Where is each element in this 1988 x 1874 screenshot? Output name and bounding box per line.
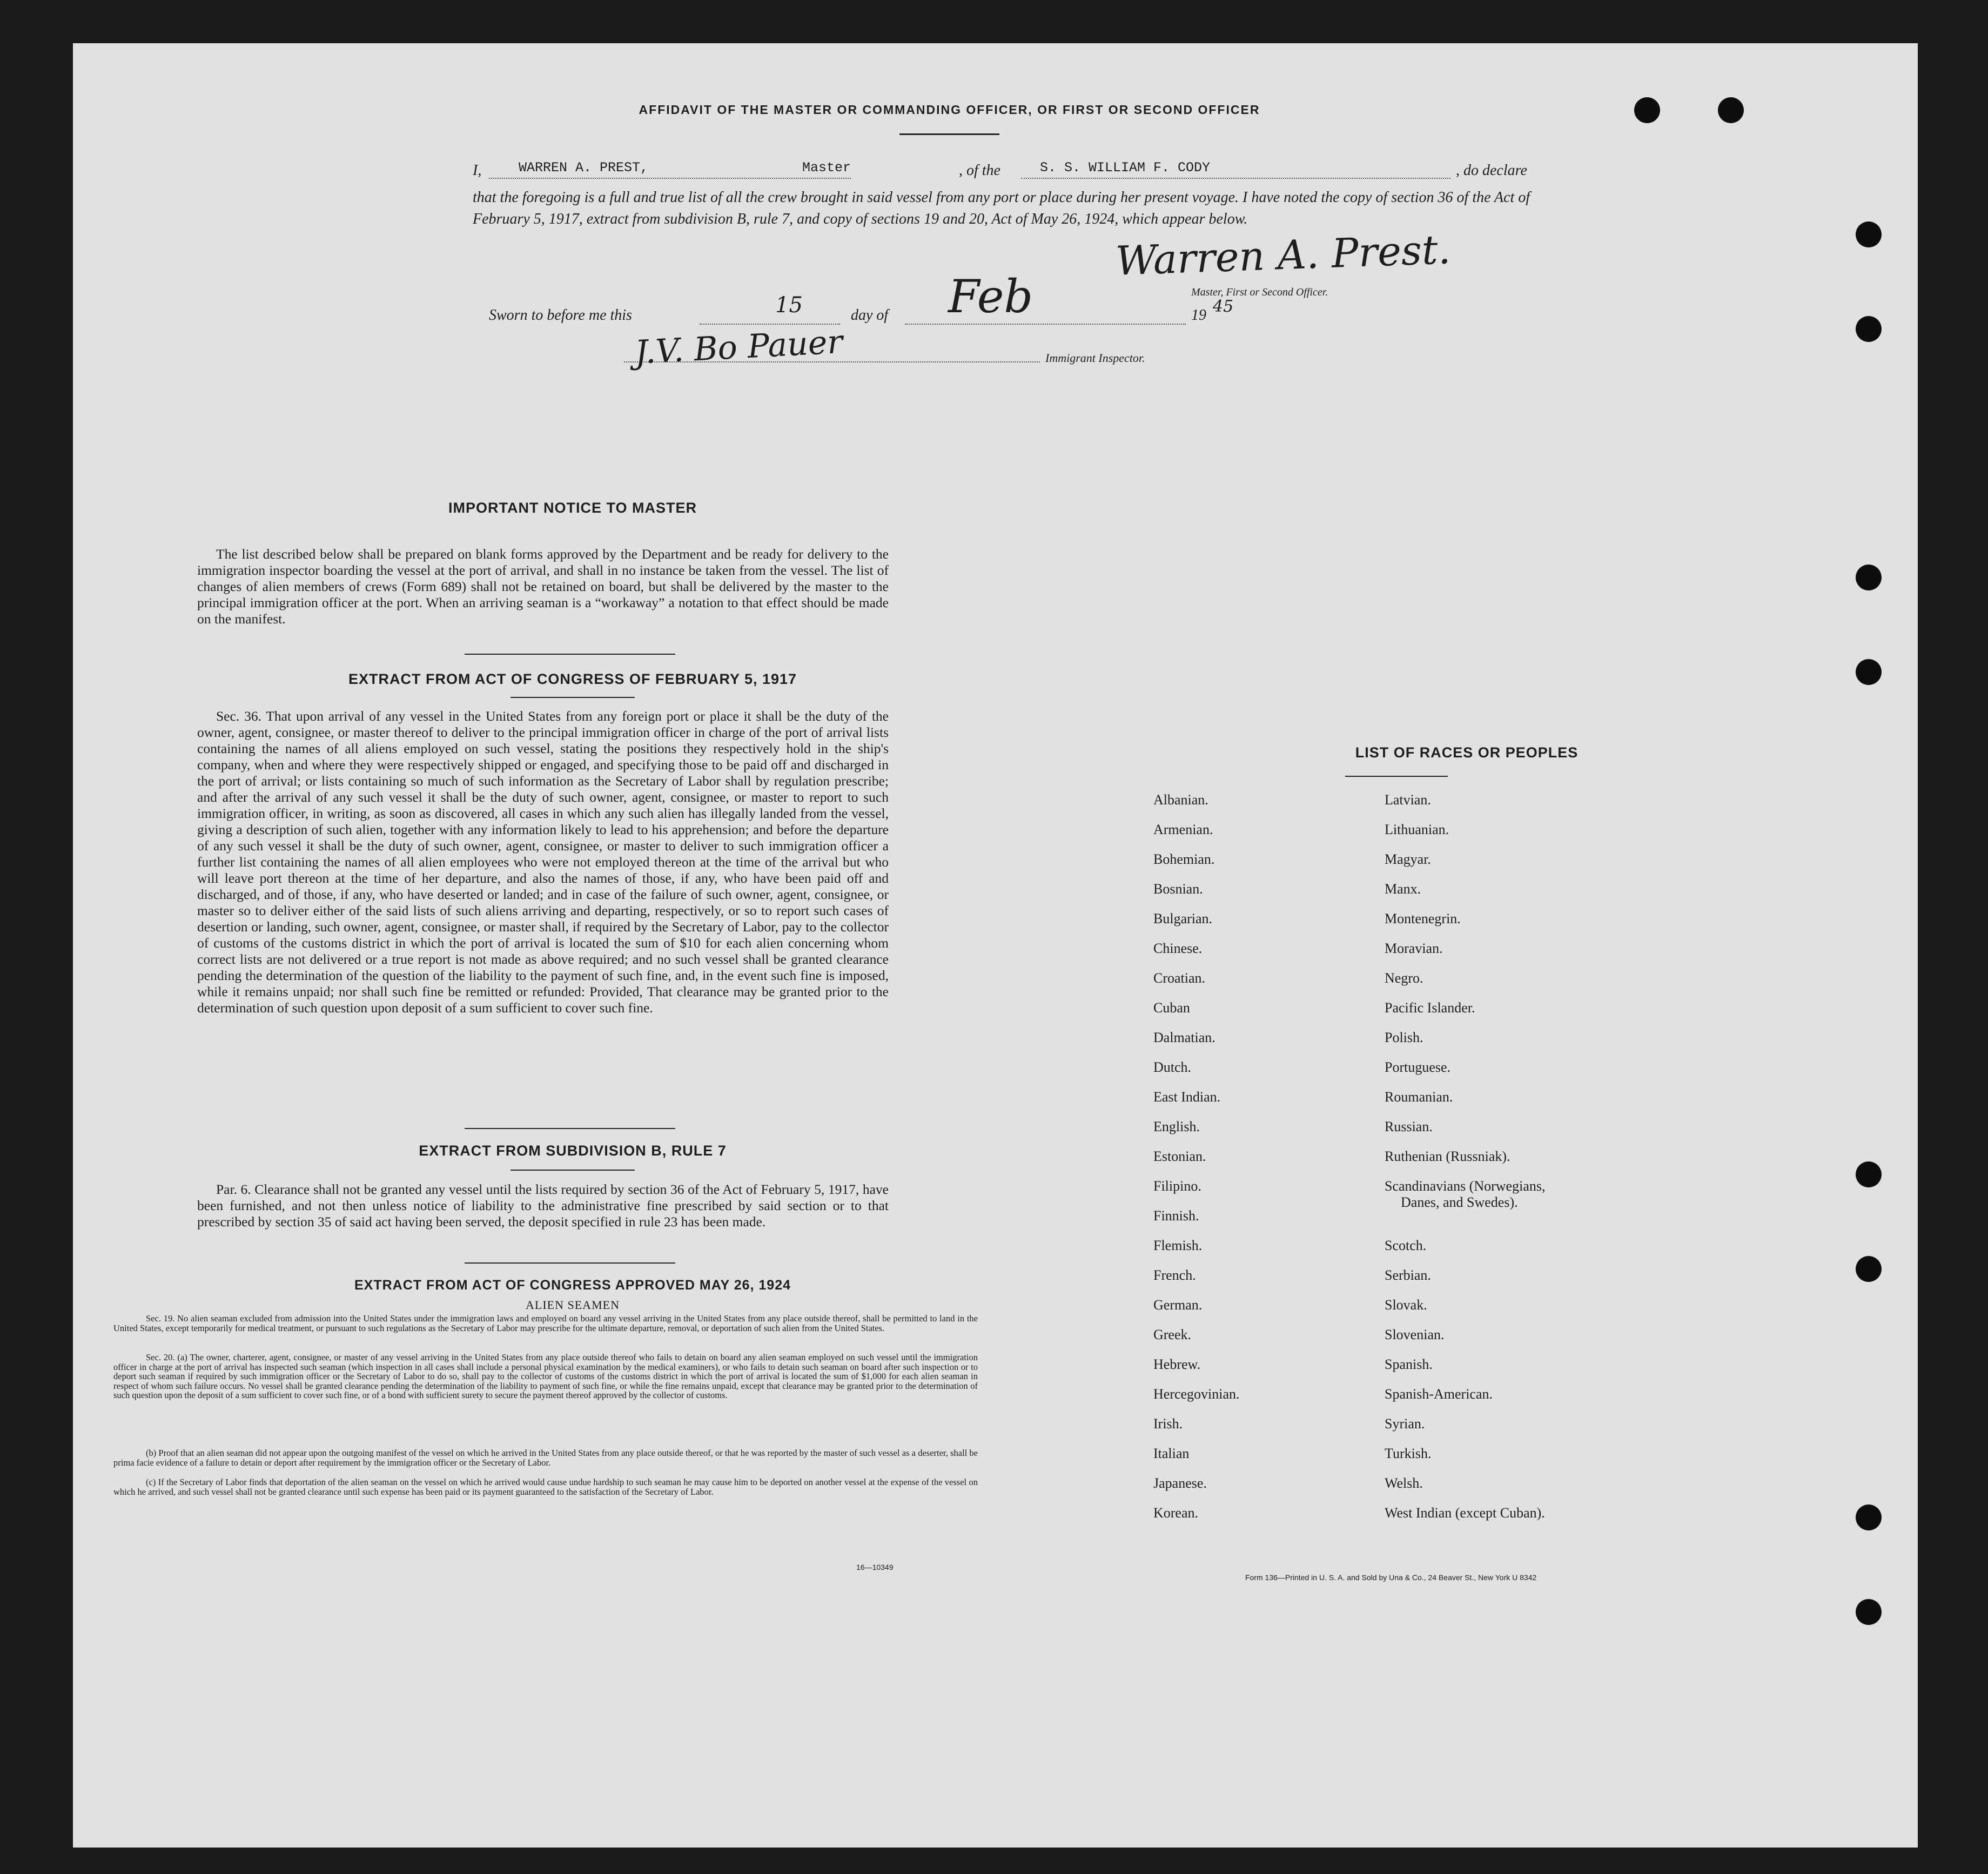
race-item: Slovak.	[1385, 1297, 1427, 1313]
punch-hole	[1856, 316, 1882, 342]
race-item: Irish.	[1153, 1416, 1183, 1432]
header-rule	[899, 133, 999, 135]
race-item: Filipino.	[1153, 1178, 1201, 1194]
race-item: Russian.	[1385, 1119, 1433, 1134]
act-1924-sec20c: (c) If the Secretary of Labor finds that deportation of the alien seaman on the vessel on which he arrived would cause undue hardship to such seaman he may cause him to be deported on another vessel at the expense of the vessel on which he arrived, and such vessel shall not be granted clearance until such expense has been paid or its payment guaranteed to the satisfaction of the Secretary of Labor.	[113, 1477, 978, 1497]
punch-hole	[1856, 221, 1882, 247]
race-item: Danes, and Swedes).	[1401, 1194, 1518, 1210]
race-item: Latvian.	[1385, 792, 1431, 808]
punch-hole	[1856, 1161, 1882, 1187]
divider	[511, 697, 635, 698]
race-item: Ruthenian (Russniak).	[1385, 1148, 1510, 1164]
race-item: Armenian.	[1153, 822, 1213, 837]
race-item: Bosnian.	[1153, 881, 1203, 897]
race-item: Pacific Islander.	[1385, 1000, 1475, 1016]
act-1924-sec20a: Sec. 20. (a) The owner, charterer, agent, consignee, or master of any vessel arriving in the United States from any place outside thereof who fails to detain on board any alien seaman employed on such vessel until the immigration officer in charge at the port of arrival has inspected such seaman (which inspection in all cases shall include a personal physical examination by the medical examiners), or who fails to detain such seaman on board after such inspection or to deport such seaman if required by such immigration officer or the Secretary of Labor to do so, shall pay to the collector of customs of the customs district in which the port of arrival is located the sum of $1,000 for each alien seaman in respect of whom such failure occurs. No vessel shall be granted clearance pending the determination of the liability to payment of such fine, or while the fine remains unpaid, except that clearance may be granted prior to the determination of such question upon the deposit of a sum sufficient to cover such fine, or of a bond with sufficient surety to secure the payment thereof approved by the collector of customs.	[113, 1352, 978, 1400]
race-item: Cuban	[1153, 1000, 1190, 1016]
race-item: Negro.	[1385, 970, 1423, 986]
day-of-label: day of	[851, 307, 889, 324]
punch-hole	[1856, 1504, 1882, 1530]
race-item: Moravian.	[1385, 941, 1443, 956]
race-item: Roumanian.	[1385, 1089, 1453, 1105]
divider	[465, 1262, 675, 1264]
race-item: Hebrew.	[1153, 1356, 1201, 1372]
divider	[511, 1170, 635, 1171]
race-item: English.	[1153, 1119, 1200, 1134]
divider	[1345, 776, 1448, 777]
of-the-label: , of the	[959, 162, 1000, 179]
notice-text: The list described below shall be prepared on blank forms approved by the Department and be ready for delivery to the immigration inspector boarding the vessel at the port of arrival, and shall in no instance be taken from the vessel. The list of changes of alien members of crews (Form 689) shall not be retained on board, but shall be delivered by the master to the principal immigration officer at the port. When an arriving seaman is a “workaway” a notation to that effect should be made on the manifest.	[197, 546, 889, 627]
race-item: Slovenian.	[1385, 1327, 1445, 1342]
declaration-pronoun: I,	[473, 162, 482, 179]
race-item: Bulgarian.	[1153, 911, 1213, 926]
act-1924-sec20b: (b) Proof that an alien seaman did not appear upon the outgoing manifest of the vessel on which he arrived in the United States from any place outside thereof, or that he was reported by the master of such vessel as a deserter, shall be prima facie evidence of a failure to detain or deport after requirement by the immigration officer or the Secretary of Labor.	[113, 1448, 978, 1468]
race-item: Dalmatian.	[1153, 1030, 1215, 1045]
sworn-day: 15	[775, 293, 803, 318]
race-item: Japanese.	[1153, 1475, 1207, 1491]
race-item: Montenegrin.	[1385, 911, 1461, 926]
vessel-name: S. S. WILLIAM F. CODY	[1040, 160, 1211, 176]
master-signature: Warren A. Prest.	[1114, 226, 1452, 285]
race-item: Flemish.	[1153, 1238, 1203, 1253]
race-item: Estonian.	[1153, 1148, 1206, 1164]
race-item: Spanish.	[1385, 1356, 1433, 1372]
master-name: WARREN A. PREST,	[519, 160, 649, 176]
punch-hole	[1856, 1256, 1882, 1282]
race-item: Greek.	[1153, 1327, 1192, 1342]
vessel-field-line	[1021, 177, 1450, 179]
race-item: Italian	[1153, 1446, 1190, 1461]
race-item: East Indian.	[1153, 1089, 1221, 1105]
affidavit-header: AFFIDAVIT OF THE MASTER OR COMMANDING OFFICER, OR FIRST OR SECOND OFFICER	[639, 103, 1260, 117]
act-1917-text: Sec. 36. That upon arrival of any vessel in the United States from any foreign port or place it shall be the duty of the owner, agent, consignee, or master thereof to deliver to the principal immigration officer in charge of the port of arrival lists containing the names of all aliens employed on such vessel, stating the positions they respectively hold in the ship's company, when and where they were respectively shipped or engaged, and specifying those to be paid off and discharged in the port of arrival; or lists containing so much of such information as the Secretary of Labor shall by regulation prescribe; and after the arrival of any such vessel it shall be the duty of such owner, agent, consignee, or master to report to such immigration officer, in writing, as soon as discovered, all cases in which any such alien has illegally landed from the vessel, giving a description of such alien, together with any information likely to lead to his apprehension; and before the departure of any such vessel it shall be the duty of such owner, agent, consignee, or master to deliver to such immigration officer a further list containing the names of all alien employees who were not employed thereon at the time of the arrival but who will leave port thereon at the time of her departure, and also the names of those, if any, who have been paid off and discharged, and of those, if any, who have deserted or landed; and in case of the failure of such owner, agent, consignee, or master so to deliver either of the said lists of such aliens arriving and departing, respectively, or so to report such cases of desertion or landing, such owner, agent, consignee, or master shall, if required by the Secretary of Labor, pay to the collector of customs of the customs district in which the port of arrival is located the sum of $10 for each alien concerning whom correct lists are not delivered or a true report is not made as above required; and no such vessel shall be granted clearance pending the determination of the question of the liability to the payment of such fine, and, in the event such fine is imposed, while it remains unpaid; nor shall such fine be remitted or refunded: Provided, That clearance may be granted prior to the determination of such question upon deposit of a sum sufficient to cover such fine.	[197, 708, 889, 1016]
race-item: Polish.	[1385, 1030, 1423, 1045]
race-item: Magyar.	[1385, 851, 1431, 867]
race-item: German.	[1153, 1297, 1203, 1313]
race-item: Welsh.	[1385, 1475, 1423, 1491]
inspector-label: Immigrant Inspector.	[1045, 351, 1145, 365]
punch-hole	[1856, 565, 1882, 590]
form-code: 16—10349	[856, 1563, 894, 1571]
act-1924-sec19: Sec. 19. No alien seaman excluded from admission into the United States under the immigration laws and employed on board any vessel arriving in the United States from any place outside thereof, shall be permitted to land in the United States, except temporarily for medical treatment, or pursuant to such regulations as the Secretary of Labor may prescribe for the ultimate departure, removal, or deportation of such alien from the United States.	[113, 1313, 978, 1333]
name-field-line	[489, 177, 851, 179]
sworn-month: Feb	[948, 270, 1033, 323]
race-item: Serbian.	[1385, 1267, 1431, 1283]
race-item: Albanian.	[1153, 792, 1208, 808]
declaration-text: that the foregoing is a full and true list of all the crew brought in said vessel from any port or place during her present voyage. I have noted the copy of section 36 of the Act of February 5, 1917, extract from subdivision B, rule 7, and copy of sections 19 and 20, Act of May 26, 1924, which appear below.	[473, 189, 1530, 227]
race-item: Portuguese.	[1385, 1059, 1451, 1075]
race-item: Korean.	[1153, 1505, 1199, 1521]
year-prefix: 19	[1191, 307, 1206, 324]
act-1924-title: EXTRACT FROM ACT OF CONGRESS APPROVED MAY 26, 1924	[354, 1278, 791, 1293]
sworn-year: 45	[1213, 297, 1234, 316]
document-page	[73, 43, 1918, 1848]
race-item: Croatian.	[1153, 970, 1206, 986]
month-field-line	[905, 323, 1186, 325]
races-title: LIST OF RACES OR PEOPLES	[1355, 744, 1579, 761]
punch-hole	[1856, 659, 1882, 685]
race-item: Scandinavians (Norwegians,	[1385, 1178, 1546, 1194]
sworn-label: Sworn to before me this	[489, 307, 632, 324]
race-item: Syrian.	[1385, 1416, 1425, 1432]
do-declare-label: , do declare	[1456, 162, 1527, 179]
inspector-signature: J.V. Bo Pauer	[634, 323, 844, 372]
race-item: Finnish.	[1153, 1208, 1199, 1224]
alien-seamen-heading: ALIEN SEAMEN	[526, 1298, 620, 1312]
rule-7-title: EXTRACT FROM SUBDIVISION B, RULE 7	[419, 1143, 727, 1159]
race-item: West Indian (except Cuban).	[1385, 1505, 1545, 1521]
race-item: Chinese.	[1153, 941, 1203, 956]
act-1917-title: EXTRACT FROM ACT OF CONGRESS OF FEBRUARY 5, 1917	[348, 671, 797, 687]
rank-field: Master	[802, 160, 851, 176]
divider	[465, 1128, 675, 1129]
signature-caption: Master, First or Second Officer.	[1191, 286, 1328, 298]
race-item: Lithuanian.	[1385, 822, 1449, 837]
punch-hole	[1856, 1599, 1882, 1625]
race-item: Manx.	[1385, 881, 1421, 897]
rule-7-text: Par. 6. Clearance shall not be granted any vessel until the lists required by section 36 of the Act of February 5, 1917, have been furnished, and not then unless notice of liability to the administrative fine prescribed by said section or to that prescribed by section 35 of said act having been served, the deposit specified in rule 23 has been made.	[197, 1181, 889, 1230]
race-item: Hercegovinian.	[1153, 1386, 1240, 1402]
notice-title: IMPORTANT NOTICE TO MASTER	[448, 500, 697, 516]
race-item: Spanish-American.	[1385, 1386, 1493, 1402]
race-item: Bohemian.	[1153, 851, 1215, 867]
race-item: Turkish.	[1385, 1446, 1432, 1461]
form-printer-note: Form 136—Printed in U. S. A. and Sold by Una & Co., 24 Beaver St., New York U 8342	[1245, 1573, 1537, 1582]
race-item: French.	[1153, 1267, 1196, 1283]
divider	[465, 654, 675, 655]
race-item: Dutch.	[1153, 1059, 1192, 1075]
race-item: Scotch.	[1385, 1238, 1427, 1253]
